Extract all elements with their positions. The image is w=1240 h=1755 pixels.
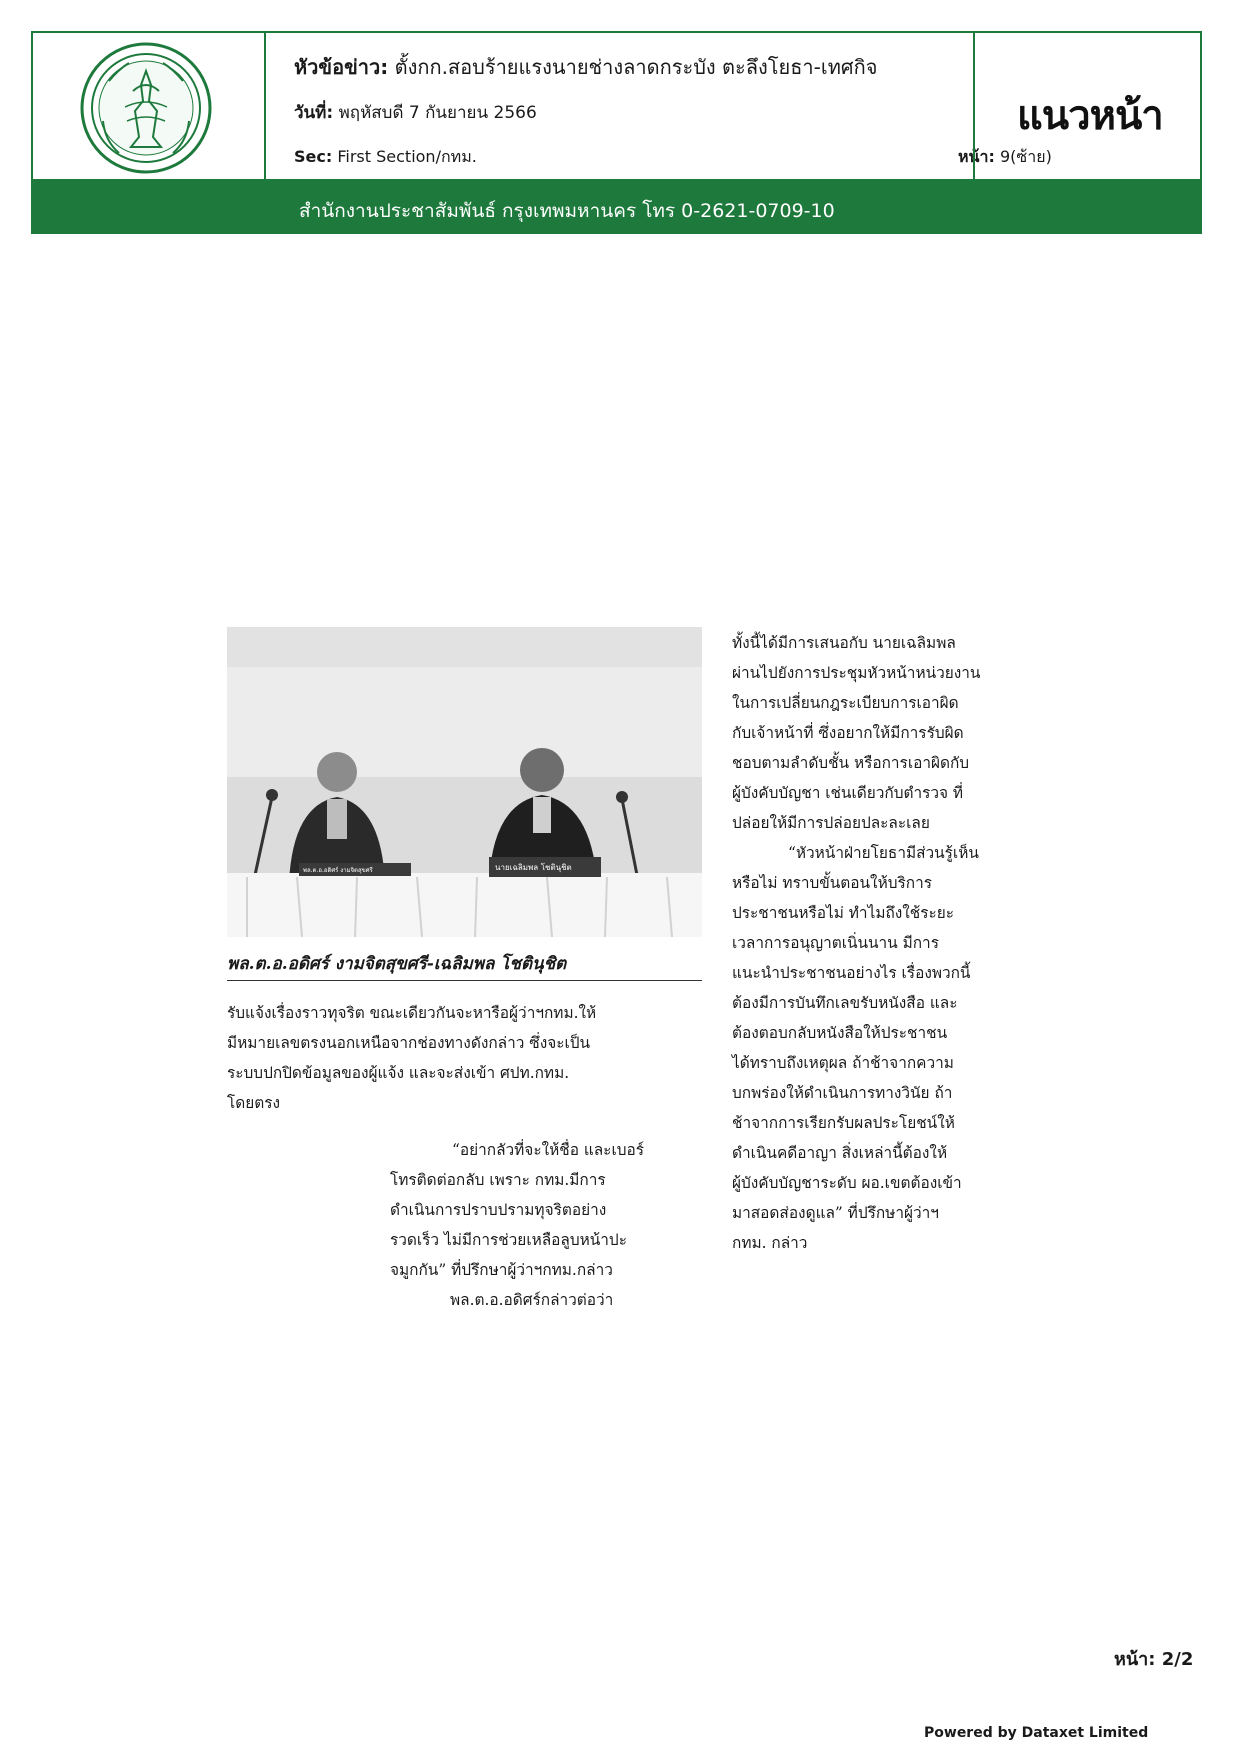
article-line: “หัวหน้าฝ่ายโยธามีส่วนรู้เห็น xyxy=(788,844,979,862)
article-line: ได้ทราบถึงเหตุผล ถ้าช้าจากความ xyxy=(732,1054,954,1072)
article-line: โดยตรง xyxy=(227,1094,281,1112)
article-line: บกพร่องให้ดำเนินการทางวินัย ถ้า xyxy=(732,1084,953,1102)
bangkok-seal-logo xyxy=(79,41,213,175)
article-line: ในการเปลี่ยนกฎระเบียบการเอาผิด xyxy=(732,694,959,712)
article-line: โทรติดต่อกลับ เพราะ กทม.มีการ xyxy=(390,1171,606,1189)
page-label: หน้า: xyxy=(958,147,995,166)
photo-caption: พล.ต.อ.อดิศร์ งามจิตสุขศรี-เฉลิมพล โชตินุชิต xyxy=(227,950,702,981)
article-line: รับแจ้งเรื่องราวทุจริต ขณะเดียวกันจะหารือผู้ว่าฯกทม.ให้ xyxy=(227,1004,597,1022)
article-right-column xyxy=(732,628,1032,1258)
article-line: กทม. กล่าว xyxy=(732,1234,808,1252)
article-line: รวดเร็ว ไม่มีการช่วยเหลือลูบหน้าปะ xyxy=(390,1231,627,1249)
contact-banner-text: สำนักงานประชาสัมพันธ์ กรุงเทพมหานคร โทร 0-2621-0709-10 xyxy=(299,200,835,222)
article-line: ชอบตามลำดับชั้น หรือการเอาผิดกับ xyxy=(732,754,970,772)
article-line: ผู้บังคับบัญชาระดับ ผอ.เขตต้องเข้า xyxy=(732,1174,962,1192)
article-line: ปล่อยให้มีการปล่อยปละละเลย xyxy=(732,814,930,832)
article-line: เวลาการอนุญาตเนิ่นนาน มีการ xyxy=(732,934,939,952)
article-line: ต้องตอบกลับหนังสือให้ประชาชน xyxy=(732,1024,948,1042)
photo-nameplate-left: พล.ต.อ.อดิศร์ งามจิตสุขศรี xyxy=(303,867,373,874)
date-text: พฤหัสบดี 7 กันยายน 2566 xyxy=(338,103,537,123)
sec-text: First Section/กทม. xyxy=(337,147,477,166)
section-row xyxy=(294,145,477,170)
page-number: หน้า: 2/2 xyxy=(1114,1649,1194,1670)
article-line: ดำเนินคดีอาญา สิ่งเหล่านี้ต้องให้ xyxy=(732,1144,948,1162)
headline-label: หัวข้อข่าว: xyxy=(294,55,389,79)
article-line: กับเจ้าหน้าที่ ซึ่งอยากให้มีการรับผิด xyxy=(732,724,964,742)
news-photo xyxy=(227,627,702,937)
date-row xyxy=(294,99,537,126)
publication-cell xyxy=(973,33,1200,179)
article-line: มาสอดส่องดูแล” ที่ปรึกษาผู้ว่าฯ xyxy=(732,1204,939,1222)
date-label: วันที่: xyxy=(294,103,334,123)
headline-text: ตั้งกก.สอบร้ายแรงนายช่างลาดกระบัง ตะลึงโยธา-เทศกิจ xyxy=(394,55,878,79)
article-line: “อย่ากลัวที่จะให้ชื่อ และเบอร์ xyxy=(452,1141,644,1159)
article-line: ดำเนินการปราบปรามทุจริตอย่าง xyxy=(390,1201,607,1219)
article-line: ประชาชนหรือไม่ ทำไมถึงใช้ระยะ xyxy=(732,904,955,922)
contact-banner xyxy=(31,181,1202,234)
article-line: จมูกกัน” ที่ปรึกษาผู้ว่าฯกทม.กล่าว xyxy=(390,1261,613,1279)
powered-by: Powered by Dataxet Limited xyxy=(924,1725,1149,1741)
article-line: ผ่านไปยังการประชุมหัวหน้าหน่วยงาน xyxy=(732,664,981,682)
article-quote-block xyxy=(390,1135,696,1315)
page-text: 9(ซ้าย) xyxy=(999,147,1052,166)
article-left-column xyxy=(227,998,702,1118)
article-line: ระบบปกปิดข้อมูลของผู้แจ้ง และจะส่งเข้า ศปท.กทม. xyxy=(227,1064,570,1082)
article-line: ช้าจากการเรียกรับผลประโยชน์ให้ xyxy=(732,1114,955,1132)
sec-label: Sec: xyxy=(294,147,333,166)
article-line: ต้องมีการบันทึกเลขรับหนังสือ และ xyxy=(732,994,958,1012)
article-line: ทั้งนี้ได้มีการเสนอกับ นายเฉลิมพล xyxy=(732,634,956,652)
clipping-header xyxy=(31,31,1202,181)
publication-name: แนวหน้า xyxy=(1017,93,1163,139)
headline-row xyxy=(294,51,877,83)
press-conference-photo xyxy=(227,627,702,937)
photo-nameplate-right: นายเฉลิมพล โชตินุชิต xyxy=(495,863,572,872)
article-line: ผู้บังคับบัญชา เช่นเดียวกับตำรวจ ที่ xyxy=(732,784,964,802)
article-line: แนะนำประชาชนอย่างไร เรื่องพวกนี้ xyxy=(732,964,971,982)
article-line: มีหมายเลขตรงนอกเหนือจากช่องทางดังกล่าว ซึ่งจะเป็น xyxy=(227,1034,591,1052)
logo-cell xyxy=(33,33,266,179)
info-cell xyxy=(266,33,1052,179)
article-line: พล.ต.อ.อดิศร์กล่าวต่อว่า xyxy=(450,1291,614,1309)
article-line: หรือไม่ ทราบขั้นตอนให้บริการ xyxy=(732,874,932,892)
